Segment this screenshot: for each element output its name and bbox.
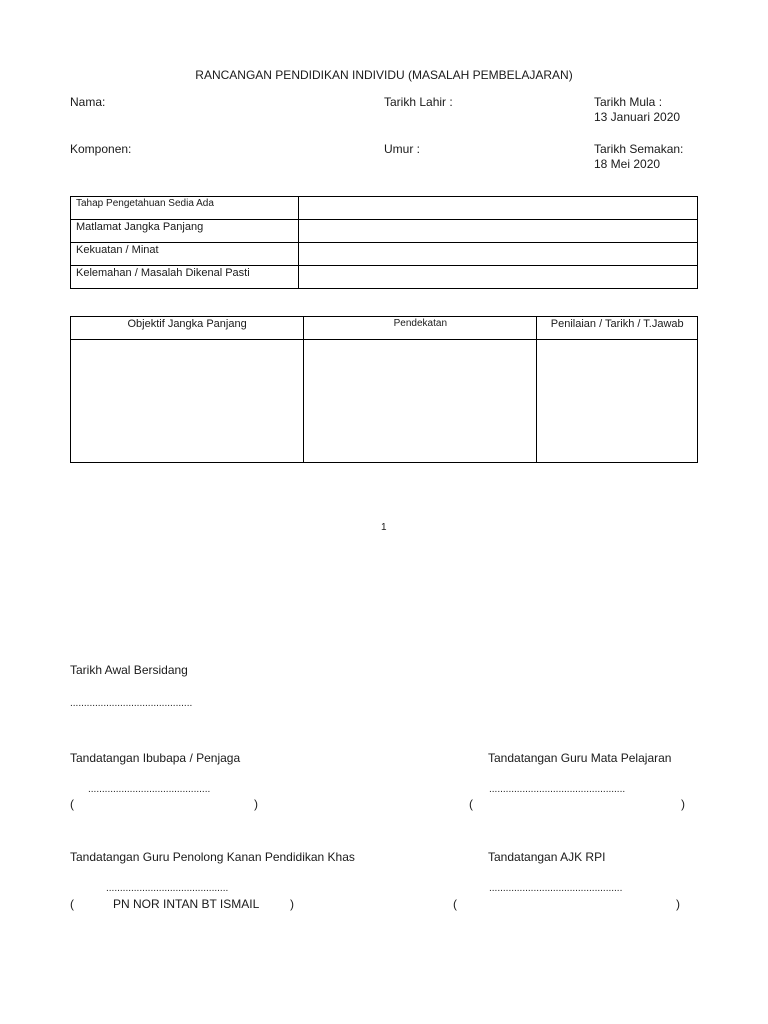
cell-pendekatan xyxy=(304,340,537,463)
ajk-close-paren: ) xyxy=(676,897,680,911)
ajk-open-paren: ( xyxy=(453,897,457,911)
info-value-matlamat xyxy=(299,220,698,243)
ibubapa-open-paren: ( xyxy=(70,797,74,811)
tarikh-lahir-label: Tarikh Lahir : xyxy=(384,95,453,109)
objective-header-row xyxy=(71,317,698,340)
ajk-label: Tandatangan AJK RPI xyxy=(488,850,606,864)
umur-label: Umur : xyxy=(384,142,420,156)
info-table xyxy=(70,196,698,289)
guru-penolong-open-paren: ( xyxy=(70,897,74,911)
komponen-label: Komponen: xyxy=(70,142,132,156)
info-row-kelemahan xyxy=(71,266,698,289)
tarikh-semakan-value: 18 Mei 2020 xyxy=(594,157,661,171)
guru-penolong-dots: ............................................ xyxy=(106,883,229,894)
info-label-kelemahan: Kelemahan / Masalah Dikenal Pasti xyxy=(71,266,299,289)
tarikh-semakan-label: Tarikh Semakan: xyxy=(594,142,684,156)
objective-body-row xyxy=(71,340,698,463)
ibubapa-close-paren: ) xyxy=(254,797,258,811)
objective-table xyxy=(70,316,698,463)
tarikh-mula-label: Tarikh Mula : xyxy=(594,95,663,109)
tarikh-awal-line: ............................................ xyxy=(70,698,193,709)
info-label-kekuatan: Kekuatan / Minat xyxy=(71,243,299,266)
info-value-kelemahan xyxy=(299,266,698,289)
guru-penolong-label: Tandatangan Guru Penolong Kanan Pendidikan Khas xyxy=(70,850,355,864)
header-penilaian: Penilaian / Tarikh / T.Jawab xyxy=(537,317,698,340)
ibubapa-label: Tandatangan Ibubapa / Penjaga xyxy=(70,751,241,765)
nama-label: Nama: xyxy=(70,95,106,109)
ibubapa-dots: ............................................ xyxy=(88,784,211,795)
document-title: RANCANGAN PENDIDIKAN INDIVIDU (MASALAH PEMBELAJARAN) xyxy=(195,68,573,82)
ajk-dots: ................................................ xyxy=(489,883,623,894)
tarikh-awal-label: Tarikh Awal Bersidang xyxy=(70,663,188,677)
header-objektif: Objektif Jangka Panjang xyxy=(71,317,304,340)
page-number: 1 xyxy=(381,522,387,533)
guru-mata-label: Tandatangan Guru Mata Pelajaran xyxy=(488,751,672,765)
header-pendekatan: Pendekatan xyxy=(304,317,537,340)
cell-penilaian xyxy=(537,340,698,463)
guru-penolong-close-paren: ) xyxy=(290,897,294,911)
info-label-matlamat: Matlamat Jangka Panjang xyxy=(71,220,299,243)
info-value-tahap xyxy=(299,197,698,220)
info-row-tahap xyxy=(71,197,698,220)
info-value-kekuatan xyxy=(299,243,698,266)
tarikh-mula-value: 13 Januari 2020 xyxy=(594,110,681,124)
guru-mata-open-paren: ( xyxy=(469,797,473,811)
guru-mata-dots: ................................................. xyxy=(489,784,626,795)
guru-penolong-name: PN NOR INTAN BT ISMAIL xyxy=(113,897,260,911)
info-row-matlamat xyxy=(71,220,698,243)
info-row-kekuatan xyxy=(71,243,698,266)
cell-objektif xyxy=(71,340,304,463)
info-label-tahap: Tahap Pengetahuan Sedia Ada xyxy=(71,197,299,220)
guru-mata-close-paren: ) xyxy=(681,797,685,811)
